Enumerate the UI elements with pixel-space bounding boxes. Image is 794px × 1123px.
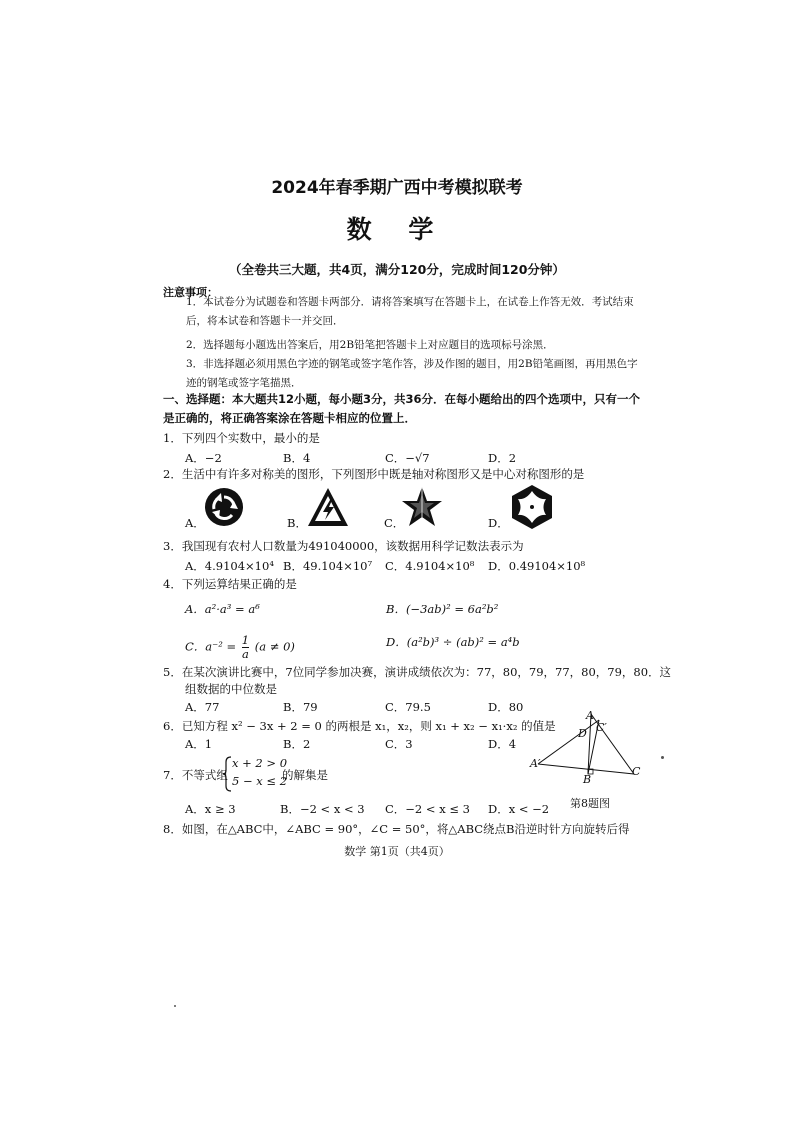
label-C: C — [632, 765, 641, 778]
q5-stem-line2: 组数据的中位数是 — [185, 682, 277, 696]
q4-option-c — [185, 634, 295, 661]
q2-option-b: B． — [287, 516, 307, 530]
exam-info: （全卷共三大题，共4页，满分120分，完成时间120分钟） — [229, 262, 565, 277]
inequality-system — [222, 756, 288, 792]
q4-fraction-denominator: a — [242, 647, 249, 661]
q4-fraction-numerator: 1 — [241, 633, 250, 647]
q3-option-a: A．4.9104×10⁴ — [185, 559, 274, 573]
exam-title: 2024年春季期广西中考模拟联考 — [271, 178, 523, 198]
q6-option-b: B．2 — [283, 737, 311, 751]
q7-option-c: C．−2 < x ≤ 3 — [385, 802, 470, 816]
q1-option-d: D．2 — [488, 451, 517, 465]
q6-stem: 6．已知方程 x² − 3x + 2 = 0 的两根是 x₁，x₂，则 x₁ + x₂ − x₁·x₂ 的值是 — [163, 719, 556, 733]
q4-stem: 4．下列运算结果正确的是 — [163, 577, 297, 591]
q6-option-d: D．4 — [488, 737, 517, 751]
q1-option-c: C．−√7 — [385, 451, 430, 465]
q4-option-a: A．a²·a³ = a⁶ — [185, 602, 260, 616]
five-pointed-star-icon — [400, 486, 444, 528]
q1-option-a: A．−2 — [185, 451, 222, 465]
q7-option-b: B．−2 < x < 3 — [280, 802, 365, 816]
q6-option-c: C．3 — [385, 737, 413, 751]
q2-option-c: C． — [384, 516, 405, 530]
q3-stem: 3．我国现有农村人口数量为491040000，该数据用科学记数法表示为 — [163, 539, 524, 553]
q1-option-b: B．4 — [283, 451, 311, 465]
q2-option-a: A． — [185, 516, 205, 530]
inequality-line-1: x + 2 > 0 — [232, 756, 288, 770]
q4-option-c-suffix: (a ≠ 0) — [254, 639, 295, 654]
q2-option-d: D． — [488, 516, 509, 530]
q8-stem: 8．如图，在△ABC中，∠ABC = 90°，∠C = 50°，将△ABC绕点B沿逆时针方向旋转后得 — [163, 822, 630, 836]
q7-option-a: A．x ≥ 3 — [185, 802, 236, 816]
subject-title: 数 学 — [346, 215, 448, 244]
recycle-symbol-icon — [204, 487, 244, 527]
q1-stem: 1．下列四个实数中，最小的是 — [163, 431, 320, 445]
q4-option-d: D．(a²b)³ ÷ (ab)² = a⁴b — [386, 635, 520, 649]
left-brace-icon — [222, 756, 232, 792]
q5-option-b: B．79 — [283, 700, 318, 714]
q7-stem-prefix: 7．不等式组 — [163, 768, 228, 782]
scan-speck — [661, 756, 664, 759]
q4-option-c-prefix: C．a⁻² = — [185, 639, 237, 654]
q4-option-b: B．(−3ab)² = 6a²b² — [386, 602, 499, 616]
section1-heading: 一、选择题：本大题共12小题，每小题3分，共36分．在每小题给出的四个选项中，只有一个是正确的，将正确答案涂在答题卡相应的位置上． — [163, 392, 641, 425]
q6-option-a: A．1 — [185, 737, 213, 751]
hexagon-pattern-icon — [508, 484, 556, 530]
q5-option-c: C．79.5 — [385, 700, 431, 714]
inequality-line-2: 5 − x ≤ 2 — [232, 774, 288, 788]
label-C-prime: C′ — [596, 721, 607, 734]
page-footer: 数学 第1页（共4页） — [344, 845, 450, 858]
q5-option-a: A．77 — [185, 700, 220, 714]
q4-fraction — [242, 634, 249, 661]
label-A: A — [586, 709, 594, 722]
note-item-2: 2．选择题每小题选出答案后，用2B铅笔把答题卡上对应题目的选项标号涂黑． — [186, 339, 554, 351]
scan-speck — [174, 1005, 176, 1007]
q3-option-d: D．0.49104×10⁸ — [488, 559, 586, 573]
note-item-1: 1．本试卷分为试题卷和答题卡两部分．请将答案填写在答题卡上，在试卷上作答无效．考试结束后，将本试卷和答题卡一并交回． — [186, 296, 634, 327]
q3-option-b: B．49.104×10⁷ — [283, 559, 373, 573]
high-voltage-warning-icon — [306, 486, 350, 528]
label-A-prime: A′ — [530, 757, 541, 770]
q5-option-d: D．80 — [488, 700, 524, 714]
q7-option-d: D．x < −2 — [488, 802, 550, 816]
label-D: D — [578, 727, 587, 740]
q5-stem: 5．在某次演讲比赛中，7位同学参加决赛，演讲成绩依次为：77，80，79，77，80，79，80．这 — [163, 665, 672, 679]
q7-stem-suffix: 的解集是 — [282, 768, 328, 782]
note-item-3: 3．非选择题必须用黑色字迹的钢笔或签字笔作答，涉及作图的题目，用2B铅笔画图，再用黑色字迹的钢笔或签字笔描黑． — [186, 358, 638, 389]
notes-heading: 注意事项： — [163, 286, 218, 299]
q2-stem: 2．生活中有许多对称美的图形，下列图形中既是轴对称图形又是中心对称图形的是 — [163, 467, 585, 481]
label-B: B — [583, 773, 592, 786]
figure-8-caption: 第8题图 — [570, 797, 610, 810]
q3-option-c: C．4.9104×10⁸ — [385, 559, 475, 573]
